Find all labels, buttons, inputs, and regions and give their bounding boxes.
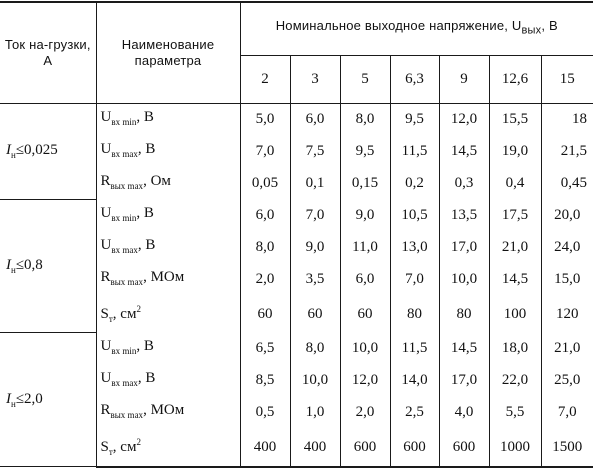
- value-cell-2-0-3: 11,5: [390, 333, 439, 365]
- value-cell-1-3-3: 80: [390, 296, 439, 333]
- param-name-cell-1-3: $S_т$, $см^2$: [96, 296, 240, 333]
- value-cell-0-0-3: 9,5: [390, 103, 439, 136]
- param-name-cell-2-3: $S_т$, $см^2$: [96, 429, 240, 467]
- param-row-2-0: [0, 333, 593, 365]
- value-cell-1-0-6: 20,0: [541, 200, 593, 232]
- value-cell-1-1-2: 11,0: [340, 232, 390, 264]
- voltage-header-3: 6,3: [390, 55, 439, 103]
- value-cell-2-3-4: 600: [439, 429, 489, 467]
- value-cell-2-1-3: 14,0: [390, 365, 439, 397]
- voltage-header-6: 15: [541, 55, 593, 103]
- value-cell-1-1-1: 9,0: [290, 232, 340, 264]
- value-cell-0-1-5: 19,0: [489, 136, 541, 168]
- header-row-1: [0, 2, 593, 55]
- param-name-cell-0-0: $U_{вх min}$, В: [96, 103, 240, 136]
- param-name-cell-2-1: $U_{вх max}$, В: [96, 365, 240, 397]
- value-cell-2-0-5: 18,0: [489, 333, 541, 365]
- value-cell-2-2-6: 7,0: [541, 397, 593, 429]
- value-cell-2-0-0: 6,5: [240, 333, 290, 365]
- value-cell-0-1-3: 11,5: [390, 136, 439, 168]
- value-cell-0-0-6: 18: [541, 103, 593, 136]
- value-cell-1-2-1: 3,5: [290, 264, 340, 296]
- load-current-cell-1: $I_н\le 0,8$: [0, 200, 96, 333]
- value-cell-1-3-5: 100: [489, 296, 541, 333]
- value-cell-1-1-0: 8,0: [240, 232, 290, 264]
- value-cell-2-2-4: 4,0: [439, 397, 489, 429]
- value-cell-0-2-2: 0,15: [340, 168, 390, 200]
- value-cell-0-2-3: 0,2: [390, 168, 439, 200]
- param-name-cell-0-1: $U_{вх max}$, В: [96, 136, 240, 168]
- value-cell-1-0-4: 13,5: [439, 200, 489, 232]
- value-cell-0-1-6: 21,5: [541, 136, 593, 168]
- value-cell-0-0-1: 6,0: [290, 103, 340, 136]
- value-cell-1-2-2: 6,0: [340, 264, 390, 296]
- value-cell-1-1-5: 21,0: [489, 232, 541, 264]
- value-cell-2-2-0: 0,5: [240, 397, 290, 429]
- load-current-cell-0: $I_н\le 0,025$: [0, 103, 96, 200]
- load-current-cell-2: $I_н\le 2,0$: [0, 333, 96, 467]
- param-name-cell-1-0: $U_{вх min}$, В: [96, 200, 240, 232]
- voltage-title-header: Номинальное выходное напряжение, $U_{вых}$, В: [240, 2, 593, 55]
- value-cell-1-0-1: 7,0: [290, 200, 340, 232]
- value-cell-0-2-4: 0,3: [439, 168, 489, 200]
- value-cell-2-2-5: 5,5: [489, 397, 541, 429]
- param-name-header: Наименование параметра: [96, 2, 240, 103]
- value-cell-2-1-6: 25,0: [541, 365, 593, 397]
- voltage-header-2: 5: [340, 55, 390, 103]
- value-cell-1-0-2: 9,0: [340, 200, 390, 232]
- voltage-header-0: 2: [240, 55, 290, 103]
- value-cell-2-2-3: 2,5: [390, 397, 439, 429]
- value-cell-2-3-1: 400: [290, 429, 340, 467]
- value-cell-2-1-2: 12,0: [340, 365, 390, 397]
- value-cell-2-2-1: 1,0: [290, 397, 340, 429]
- regulator-parameters-table: [0, 1, 593, 468]
- value-cell-2-1-5: 22,0: [489, 365, 541, 397]
- value-cell-1-2-5: 14,5: [489, 264, 541, 296]
- value-cell-0-1-1: 7,5: [290, 136, 340, 168]
- value-cell-2-3-5: 1000: [489, 429, 541, 467]
- value-cell-1-1-3: 13,0: [390, 232, 439, 264]
- value-cell-0-1-2: 9,5: [340, 136, 390, 168]
- param-name-cell-2-2: $R_{вых max}$, МОм: [96, 397, 240, 429]
- value-cell-2-3-6: 1500: [541, 429, 593, 467]
- param-name-cell-1-1: $U_{вх max}$, В: [96, 232, 240, 264]
- value-cell-2-2-2: 2,0: [340, 397, 390, 429]
- value-cell-1-3-1: 60: [290, 296, 340, 333]
- value-cell-1-2-6: 15,0: [541, 264, 593, 296]
- value-cell-0-2-6: 0,45: [541, 168, 593, 200]
- value-cell-2-0-4: 14,5: [439, 333, 489, 365]
- value-cell-1-0-0: 6,0: [240, 200, 290, 232]
- value-cell-0-0-4: 12,0: [439, 103, 489, 136]
- value-cell-1-1-4: 17,0: [439, 232, 489, 264]
- value-cell-1-3-4: 80: [439, 296, 489, 333]
- value-cell-2-1-4: 17,0: [439, 365, 489, 397]
- value-cell-0-0-2: 8,0: [340, 103, 390, 136]
- value-cell-0-1-4: 14,5: [439, 136, 489, 168]
- value-cell-2-3-3: 600: [390, 429, 439, 467]
- value-cell-0-1-0: 7,0: [240, 136, 290, 168]
- value-cell-1-0-5: 17,5: [489, 200, 541, 232]
- param-name-cell-2-0: $U_{вх min}$, В: [96, 333, 240, 365]
- value-cell-0-0-0: 5,0: [240, 103, 290, 136]
- load-current-header: Ток на-грузки, А: [0, 2, 96, 103]
- value-cell-1-3-2: 60: [340, 296, 390, 333]
- param-row-0-0: [0, 103, 593, 136]
- value-cell-1-1-6: 24,0: [541, 232, 593, 264]
- voltage-header-1: 3: [290, 55, 340, 103]
- value-cell-1-2-3: 7,0: [390, 264, 439, 296]
- param-name-cell-1-2: $R_{вых max}$, МОм: [96, 264, 240, 296]
- value-cell-0-2-0: 0,05: [240, 168, 290, 200]
- value-cell-2-0-1: 8,0: [290, 333, 340, 365]
- value-cell-2-1-1: 10,0: [290, 365, 340, 397]
- value-cell-1-3-6: 120: [541, 296, 593, 333]
- value-cell-0-2-1: 0,1: [290, 168, 340, 200]
- value-cell-2-0-6: 21,0: [541, 333, 593, 365]
- value-cell-2-1-0: 8,5: [240, 365, 290, 397]
- param-name-cell-0-2: $R_{вых max}$, Ом: [96, 168, 240, 200]
- value-cell-1-0-3: 10,5: [390, 200, 439, 232]
- value-cell-1-2-0: 2,0: [240, 264, 290, 296]
- value-cell-1-2-4: 10,0: [439, 264, 489, 296]
- voltage-header-5: 12,6: [489, 55, 541, 103]
- voltage-header-4: 9: [439, 55, 489, 103]
- value-cell-2-0-2: 10,0: [340, 333, 390, 365]
- value-cell-0-0-5: 15,5: [489, 103, 541, 136]
- param-row-1-0: [0, 200, 593, 232]
- value-cell-1-3-0: 60: [240, 296, 290, 333]
- value-cell-2-3-2: 600: [340, 429, 390, 467]
- value-cell-0-2-5: 0,4: [489, 168, 541, 200]
- value-cell-2-3-0: 400: [240, 429, 290, 467]
